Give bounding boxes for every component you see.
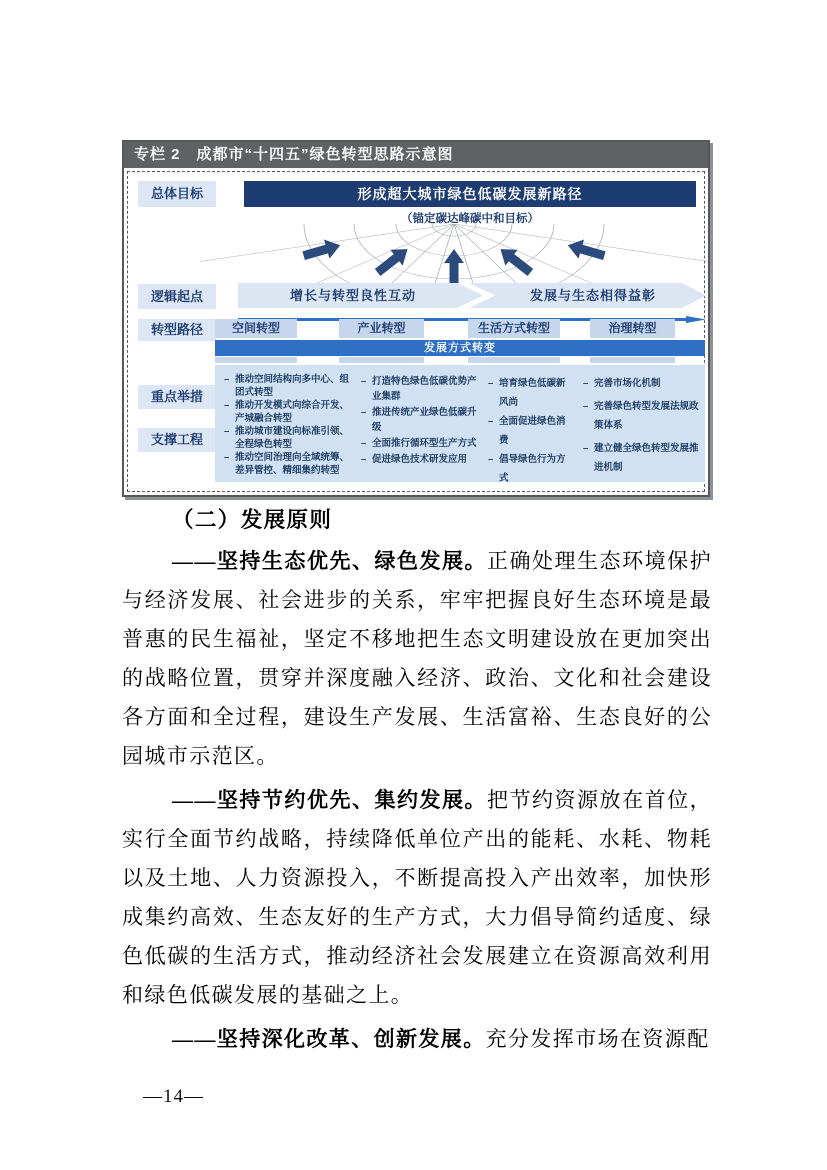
- dash-bullet-icon: –: [361, 376, 367, 387]
- measures-column-lifestyle: [488, 374, 574, 484]
- connector-tab: [215, 357, 297, 363]
- measure-item: [224, 374, 352, 399]
- row-label-key-measures: 重点举措: [138, 385, 216, 409]
- dash-bullet-icon: –: [488, 378, 494, 389]
- measure-item: [361, 405, 479, 435]
- transform-path-box: 产业转型: [339, 319, 424, 338]
- paragraph-lead: ——坚持节约优先、集约发展。: [172, 788, 488, 812]
- section-heading: （二）发展原则: [172, 508, 333, 532]
- fan-arrows-graphic: [200, 224, 708, 284]
- measure-item-text: 培育绿色低碳新风尚: [499, 378, 566, 408]
- measure-item: [583, 374, 699, 393]
- paragraph-ecology-first: [122, 542, 712, 776]
- measure-item-text: 全面促进绿色消费: [499, 416, 566, 446]
- connector-tab: [339, 357, 424, 363]
- body-text: [122, 503, 712, 1059]
- measure-item: [224, 452, 352, 477]
- row-label-overall-goal: 总体目标: [138, 181, 216, 207]
- paragraph-body: 正确处理生态环境保护与经济发展、社会进步的关系，牢牢把握良好生态环境是最普惠的民生福祉，坚定不移地把生态文明建设放在更加突出的战略位置，贯穿并深度融入经济、政治、文化和社会建设各方面和全过程，建设生产发展、生活富裕、生态良好的公园城市示范区。: [122, 549, 712, 768]
- paragraph-lead: ——坚持深化改革、创新发展。: [172, 1027, 486, 1051]
- dash-bullet-icon: –: [361, 454, 367, 465]
- measure-item: [488, 450, 574, 488]
- paragraph-reform-innovation: [122, 1020, 712, 1059]
- measure-item: [224, 426, 352, 451]
- measure-item-text: 完善市场化机制: [594, 378, 661, 389]
- dash-bullet-icon: –: [224, 374, 230, 385]
- measure-item-text: 推进传统产业绿色低碳升级: [372, 407, 477, 433]
- measure-item: [583, 397, 699, 435]
- paragraph-body: 把节约资源放在首位，实行全面节约战略，持续降低单位产出的能耗、水耗、物耗以及土地、人力资源投入，不断提高投入产出效率，加快形成集约高效、生态友好的生产方式，大力倡导简约适度、绿色低碳的生活方式，推动经济社会发展建立在资源高效利用和绿色低碳发展的基础之上。: [122, 788, 712, 1007]
- row-label-logic-start: 逻辑起点: [138, 284, 216, 309]
- measure-item-text: 倡导绿色行为方式: [499, 454, 566, 484]
- transform-path-box: 生活方式转型: [468, 319, 560, 338]
- development-change-bar: 发展方式转变: [215, 340, 705, 356]
- measure-item-text: 推动城市建设向标准引领、全程绿色转型: [235, 426, 350, 450]
- row-label-transform-path: 转型路径: [138, 319, 216, 341]
- overall-goal-subtitle: （锚定碳达峰碳中和目标）: [401, 213, 539, 225]
- overall-goal-bar: 形成超大城市绿色低碳发展新路径: [244, 181, 696, 207]
- logic-right-text: 发展与生态相得益彰: [529, 288, 656, 303]
- dash-bullet-icon: –: [361, 407, 367, 418]
- dash-bullet-icon: –: [224, 452, 230, 463]
- measure-item-text: 完善绿色转型发展法规政策体系: [594, 401, 699, 431]
- dash-bullet-icon: –: [224, 400, 230, 411]
- measure-item-text: 建立健全绿色转型发展推进机制: [594, 443, 699, 473]
- column-box: [122, 140, 710, 497]
- transform-path-box: 空间转型: [215, 319, 297, 338]
- measure-item: [583, 439, 699, 477]
- measure-item: [488, 412, 574, 450]
- connector-tab: [468, 357, 560, 363]
- connector-tab: [590, 357, 675, 363]
- measure-item: [361, 436, 479, 451]
- measures-column-governance: [583, 374, 699, 478]
- measure-item-text: 全面推行循环型生产方式: [372, 438, 477, 449]
- paragraph-conservation-first: [122, 781, 712, 1015]
- transform-path-box: 治理转型: [590, 319, 675, 338]
- measure-item: [488, 374, 574, 412]
- measure-item-text: 打造特色绿色低碳优势产业集群: [372, 376, 477, 402]
- dash-bullet-icon: –: [361, 438, 367, 449]
- measure-item-text: 推动开发模式向综合开发、产城融合转型: [235, 400, 350, 424]
- measure-item: [361, 374, 479, 404]
- measure-item-text: 促进绿色技术研发应用: [372, 454, 468, 465]
- column-box-title: 专栏 2 成都市“十四五”绿色转型思路示意图: [124, 142, 708, 168]
- dash-bullet-icon: –: [583, 378, 589, 389]
- column-box-content: [124, 168, 708, 495]
- logic-chevron-band: [238, 283, 706, 308]
- measure-item: [224, 400, 352, 425]
- measures-panel: [215, 365, 705, 482]
- measure-item-text: 推动空间治理向全域统筹、差异管控、精细集约转型: [235, 452, 350, 476]
- thin-arrow-graphic: [238, 310, 706, 317]
- dash-bullet-icon: –: [224, 426, 230, 437]
- paragraph-body: 充分发挥市场在资源配: [485, 1027, 710, 1051]
- measure-item: [361, 452, 479, 467]
- logic-left-text: 增长与转型良性互动: [289, 288, 416, 303]
- measures-column-space: [224, 374, 352, 478]
- measure-item-text: 推动空间结构向多中心、组团式转型: [235, 374, 350, 398]
- dash-bullet-icon: –: [488, 454, 494, 465]
- paragraph-lead: ——坚持生态优先、绿色发展。: [172, 549, 488, 573]
- dash-bullet-icon: –: [583, 443, 589, 454]
- dash-bullet-icon: –: [488, 416, 494, 427]
- measures-column-industry: [361, 374, 479, 478]
- dash-bullet-icon: –: [583, 401, 589, 412]
- page-number: —14—: [143, 1086, 204, 1107]
- row-label-support-projects: 支撑工程: [138, 428, 216, 452]
